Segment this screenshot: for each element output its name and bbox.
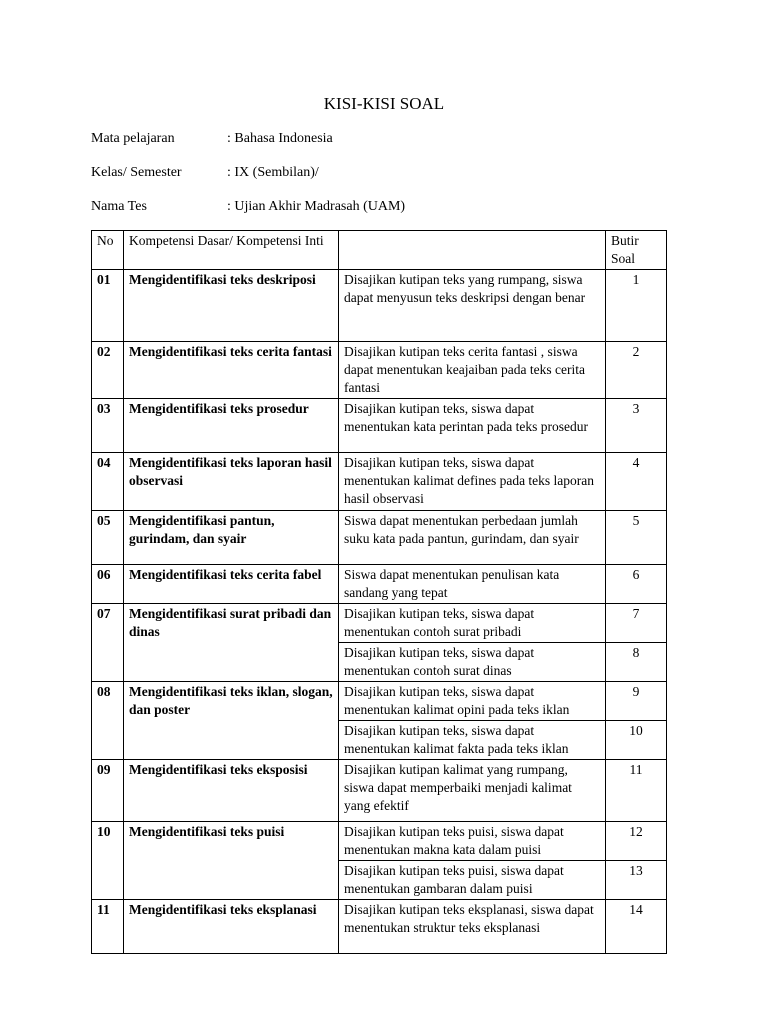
row-number: 11: [92, 900, 124, 954]
table-row: [92, 453, 667, 511]
butir-cell: 10: [606, 721, 667, 760]
indicator-cell: Disajikan kutipan kalimat yang rumpang, siswa dapat memperbaiki menjadi kalimat yang efektif: [339, 760, 606, 822]
butir-cell: 4: [606, 453, 667, 511]
meta-value: : IX (Sembilan)/: [227, 165, 319, 180]
butir-cell: 14: [606, 900, 667, 954]
butir-cell: 11: [606, 760, 667, 822]
header-butir: Butir Soal: [606, 231, 667, 270]
indicator-cell: Disajikan kutipan teks, siswa dapat menentukan contoh surat dinas: [339, 643, 606, 682]
header-row: [92, 231, 667, 270]
indicator-cell: Disajikan kutipan teks, siswa dapat menentukan kalimat fakta pada teks iklan: [339, 721, 606, 760]
butir-cell: 12: [606, 822, 667, 861]
meta-label: Kelas/ Semester: [91, 165, 182, 180]
page-title: KISI-KISI SOAL: [323, 94, 445, 113]
header-indicator: [339, 231, 606, 270]
butir-cell: 7: [606, 604, 667, 643]
table-row: [92, 565, 667, 604]
grid-table: [91, 230, 667, 954]
indicator-cell: Disajikan kutipan teks eksplanasi, siswa dapat menentukan struktur teks eksplanasi: [339, 900, 606, 954]
table-row: [92, 342, 667, 399]
indicator-cell: Disajikan kutipan teks cerita fantasi , siswa dapat menentukan keajaiban pada teks cerita fantasi: [339, 342, 606, 399]
row-number: 03: [92, 399, 124, 453]
header-no: No: [92, 231, 124, 270]
butir-cell: 9: [606, 682, 667, 721]
indicator-cell: Disajikan kutipan teks yang rumpang, siswa dapat menyusun teks deskripsi dengan benar: [339, 270, 606, 342]
row-number: 08: [92, 682, 124, 760]
butir-cell: 13: [606, 861, 667, 900]
row-number: 06: [92, 565, 124, 604]
indicator-cell: Disajikan kutipan teks, siswa dapat menentukan kalimat opini pada teks iklan: [339, 682, 606, 721]
butir-cell: 6: [606, 565, 667, 604]
competency-cell: Mengidentifikasi teks cerita fabel: [124, 565, 339, 604]
meta-label: Nama Tes: [91, 199, 147, 214]
row-number: 04: [92, 453, 124, 511]
competency-cell: Mengidentifikasi pantun, gurindam, dan syair: [124, 511, 339, 565]
header-kd: Kompetensi Dasar/ Kompetensi Inti: [124, 231, 339, 270]
indicator-cell: Disajikan kutipan teks, siswa dapat menentukan kalimat defines pada teks laporan hasil observasi: [339, 453, 606, 511]
competency-cell: Mengidentifikasi surat pribadi dan dinas: [124, 604, 339, 682]
grid-body: [92, 231, 667, 954]
row-number: 05: [92, 511, 124, 565]
row-number: 02: [92, 342, 124, 399]
butir-cell: 8: [606, 643, 667, 682]
table-row: [92, 399, 667, 453]
competency-cell: Mengidentifikasi teks puisi: [124, 822, 339, 900]
row-number: 01: [92, 270, 124, 342]
butir-cell: 2: [606, 342, 667, 399]
meta-value: : Bahasa Indonesia: [227, 131, 333, 146]
indicator-cell: Disajikan kutipan teks, siswa dapat menentukan kata perintan pada teks prosedur: [339, 399, 606, 453]
row-number: 07: [92, 604, 124, 682]
butir-cell: 5: [606, 511, 667, 565]
row-number: 10: [92, 822, 124, 900]
competency-cell: Mengidentifikasi teks laporan hasil observasi: [124, 453, 339, 511]
butir-cell: 3: [606, 399, 667, 453]
row-number: 09: [92, 760, 124, 822]
competency-cell: Mengidentifikasi teks eksposisi: [124, 760, 339, 822]
competency-cell: Mengidentifikasi teks cerita fantasi: [124, 342, 339, 399]
butir-cell: 1: [606, 270, 667, 342]
indicator-cell: Disajikan kutipan teks puisi, siswa dapat menentukan gambaran dalam puisi: [339, 861, 606, 900]
table-row: [92, 604, 667, 643]
indicator-cell: Siswa dapat menentukan penulisan kata sandang yang tepat: [339, 565, 606, 604]
indicator-cell: Disajikan kutipan teks puisi, siswa dapat menentukan makna kata dalam puisi: [339, 822, 606, 861]
table-row: [92, 900, 667, 954]
indicator-cell: Siswa dapat menentukan perbedaan jumlah suku kata pada pantun, gurindam, dan syair: [339, 511, 606, 565]
table-row: [92, 822, 667, 861]
meta-label: Mata pelajaran: [91, 131, 175, 146]
competency-cell: Mengidentifikasi teks deskriposi: [124, 270, 339, 342]
table-row: [92, 270, 667, 342]
table-row: [92, 682, 667, 721]
table-row: [92, 760, 667, 822]
meta-value: : Ujian Akhir Madrasah (UAM): [227, 199, 406, 214]
indicator-cell: Disajikan kutipan teks, siswa dapat menentukan contoh surat pribadi: [339, 604, 606, 643]
competency-cell: Mengidentifikasi teks iklan, slogan, dan poster: [124, 682, 339, 760]
competency-cell: Mengidentifikasi teks eksplanasi: [124, 900, 339, 954]
competency-cell: Mengidentifikasi teks prosedur: [124, 399, 339, 453]
table-row: [92, 511, 667, 565]
